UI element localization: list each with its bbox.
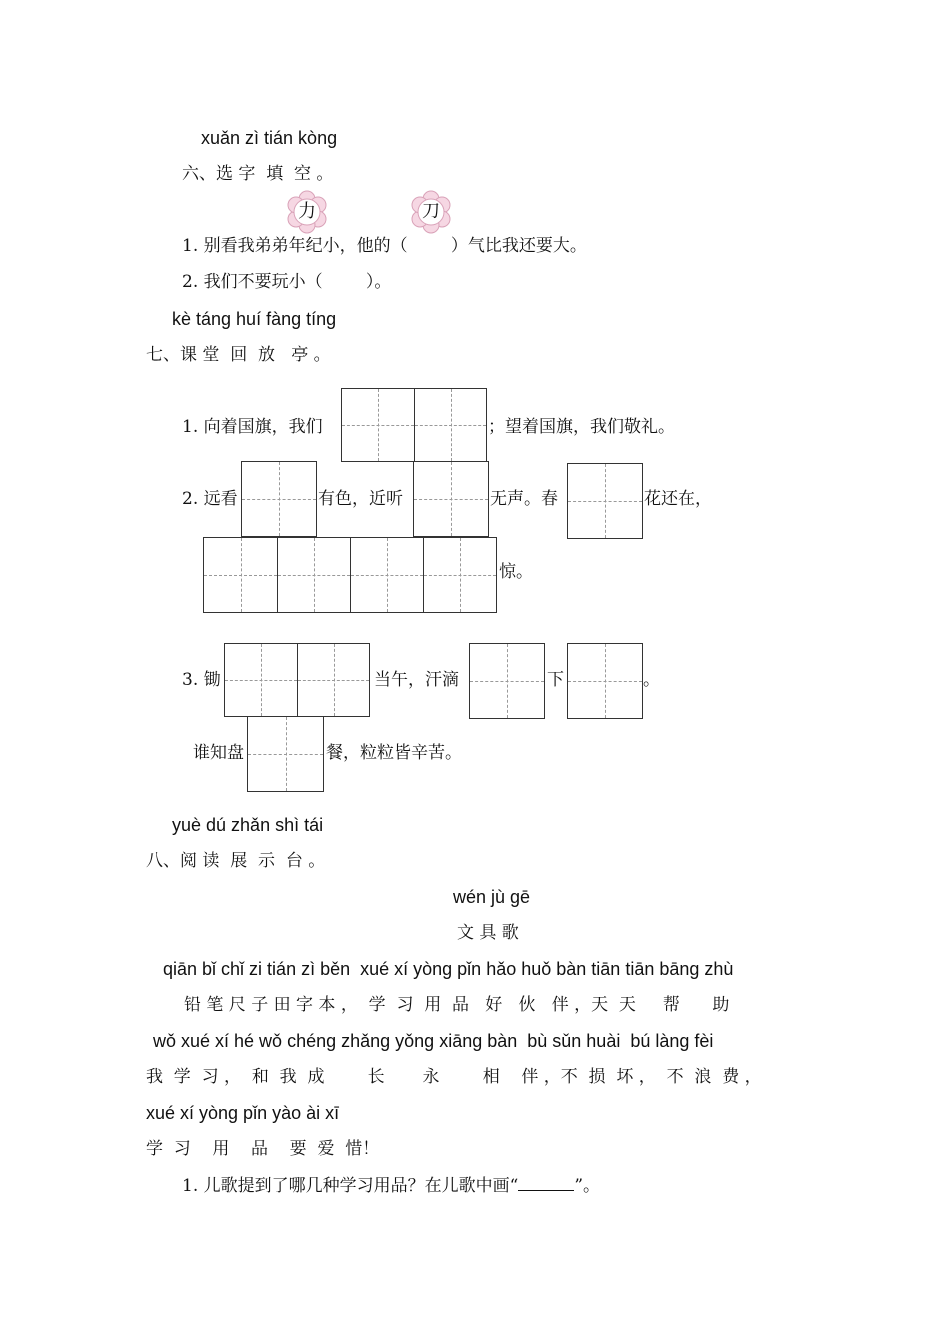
section7-q2-part-b: 有色，近听 — [318, 489, 403, 509]
grid-cell[interactable] — [297, 644, 369, 716]
writing-grid[interactable] — [469, 643, 545, 719]
option-label: 刀 — [422, 201, 440, 222]
question-suffix: ”。 — [574, 1176, 601, 1196]
section7-q2-part-d: 花还在， — [644, 489, 712, 509]
answer-blank[interactable] — [518, 1176, 574, 1191]
question-prefix: 1. 儿歌提到了哪几种学习用品？在儿歌中画“ — [182, 1176, 519, 1196]
grid-cell[interactable] — [568, 464, 642, 538]
section7-title: 七、课 堂 回 放 亭 。 — [146, 345, 331, 365]
writing-grid[interactable] — [341, 388, 487, 462]
section7-q2-part-e: 惊。 — [499, 562, 533, 582]
poem-line3-pinyin: xué xí yòng pǐn yào ài xī — [146, 1103, 340, 1123]
grid-cell[interactable] — [568, 644, 642, 718]
poem-line1: 铅 笔 尺 子 田 字 本 ， 学 习 用 品 好 伙 伴 ，天 天 帮 助 — [184, 995, 730, 1015]
section7-q2-part-a: 2. 远看 — [182, 489, 238, 509]
section7-q3-part-b: 当午，汗滴 — [374, 670, 459, 690]
writing-grid[interactable] — [241, 461, 317, 537]
grid-cell[interactable] — [423, 538, 496, 612]
section7-q1-suffix: ；望着国旗，我们敬礼。 — [488, 417, 675, 437]
grid-cell[interactable] — [242, 462, 316, 536]
section6-title: 六、选 字 填 空 。 — [182, 164, 334, 184]
section6-question-2: 2. 我们不要玩小（ ）。 — [182, 272, 392, 292]
section7-q3-part-e: 谁知盘 — [193, 743, 244, 763]
section8-question-1 — [182, 1176, 600, 1196]
section6-question-1: 1. 别看我弟弟年纪小，他的（ ）气比我还要大。 — [182, 236, 587, 256]
writing-grid[interactable] — [247, 716, 324, 792]
section7-q3-part-f: 餐，粒粒皆辛苦。 — [326, 743, 462, 763]
option-label: 力 — [298, 201, 316, 222]
grid-cell[interactable] — [277, 538, 350, 612]
writing-grid[interactable] — [224, 643, 370, 717]
grid-cell[interactable] — [225, 644, 297, 716]
option-li[interactable] — [285, 190, 329, 234]
section8-pinyin: yuè dú zhǎn shì tái — [172, 815, 324, 835]
section7-q3-part-d: 。 — [643, 670, 660, 690]
poem-line2: 我 学 习 ， 和 我 成 长 永 相 伴 ，不 损 坏 ， 不 浪 费 ， — [146, 1067, 762, 1087]
grid-cell[interactable] — [414, 389, 486, 461]
section7-q1-prefix: 1. 向着国旗，我们 — [182, 417, 323, 437]
poem-title: 文 具 歌 — [457, 923, 519, 943]
option-dao[interactable] — [409, 190, 453, 234]
writing-grid[interactable] — [567, 643, 643, 719]
grid-cell[interactable] — [342, 389, 414, 461]
section7-q3-part-c: 下 — [547, 670, 564, 690]
writing-grid[interactable] — [413, 461, 489, 537]
grid-cell[interactable] — [414, 462, 488, 536]
grid-cell[interactable] — [350, 538, 423, 612]
poem-line1-pinyin: qiān bǐ chǐ zi tián zì běn xué xí yòng pǐn hǎo huǒ bàn tiān tiān bāng zhù — [163, 959, 734, 979]
section6-pinyin: xuǎn zì tián kòng — [201, 128, 338, 148]
section7-q2-part-c: 无声。春 — [490, 489, 558, 509]
poem-line2-pinyin: wǒ xué xí hé wǒ chéng zhǎng yǒng xiāng bàn bù sǔn huài bú làng fèi — [153, 1031, 714, 1051]
grid-cell[interactable] — [204, 538, 277, 612]
writing-grid[interactable] — [203, 537, 497, 613]
section7-q3-part-a: 3. 锄 — [182, 670, 221, 690]
writing-grid[interactable] — [567, 463, 643, 539]
grid-cell[interactable] — [248, 717, 323, 791]
grid-cell[interactable] — [470, 644, 544, 718]
section8-title: 八、阅 读 展 示 台 。 — [146, 851, 326, 871]
poem-line3: 学 习 用 品 要 爱 惜！ — [146, 1139, 380, 1159]
poem-title-pinyin: wén jù gē — [453, 887, 531, 907]
section7-pinyin: kè táng huí fàng tíng — [172, 309, 337, 329]
